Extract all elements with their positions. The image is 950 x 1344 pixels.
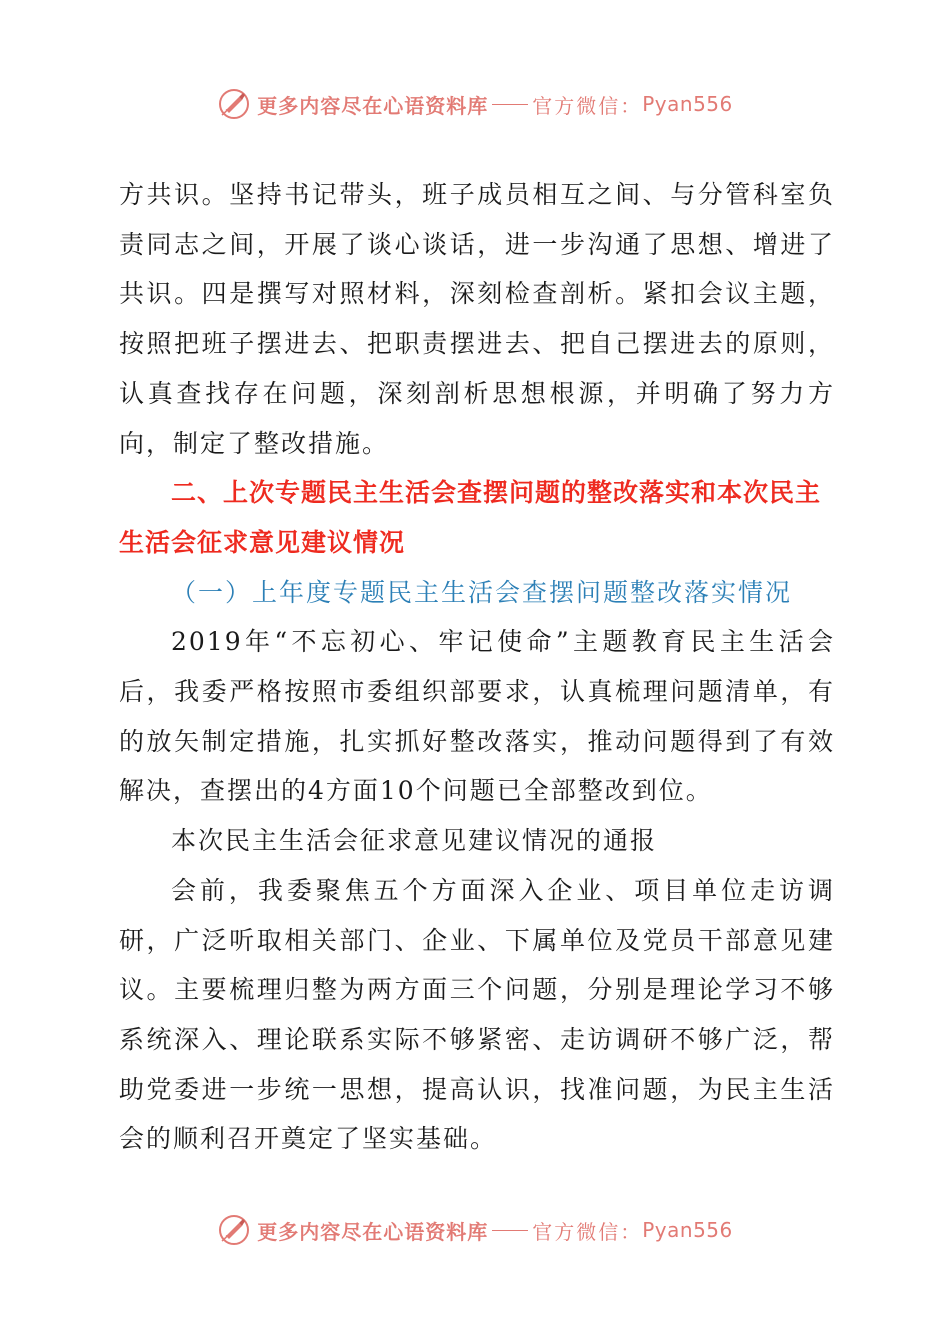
paragraph: 会前，我委聚焦五个方面深入企业、项目单位走访调研，广泛听取相关部门、企业、下属单位及党员干部意见建议。主要梳理归整为两方面三个问题，分别是理论学习不够系统深入、理论联系实际不够紧密、走访调研不够广泛，帮助党委进一步统一思想，提高认识，找准问题，为民主生活会的顺利召开奠定了坚实基础。 (119, 875, 835, 1154)
watermark-dash (492, 1230, 528, 1231)
footer-watermark (0, 1210, 950, 1250)
watermark-site-text: 更多内容尽在心语资料库 (257, 1219, 489, 1244)
watermark-wechat-id: Pyan556 (642, 1218, 733, 1242)
watermark-wechat-label: 官方微信： (532, 93, 643, 118)
watermark-wechat-id: Pyan556 (642, 92, 733, 116)
paragraph: 2019年“不忘初心、牢记使命”主题教育民主生活会后，我委严格按照市委组织部要求，认真梳理问题清单，有的放矢制定措施，扎实抓好整改落实，推动问题得到了有效解决，查摆出的4方面10个问题已全部整改到位。 (119, 627, 835, 806)
subheading: （一）上年度专题民主生活会查摆问题整改落实情况 (171, 577, 793, 607)
watermark-dash (492, 104, 528, 105)
watermark-site-text: 更多内容尽在心语资料库 (257, 93, 489, 118)
watermark-wechat-label: 官方微信： (532, 1219, 643, 1244)
pen-logo-icon (217, 87, 251, 121)
pen-logo-icon (217, 1213, 251, 1247)
section-heading: 二、上次专题民主生活会查摆问题的整改落实和本次民主生活会征求意见建议情况 (119, 478, 822, 557)
paragraph-continued: 方共识。坚持书记带头，班子成员相互之间、与分管科室负责同志之间，开展了谈心谈话，进一步沟通了思想、增进了共识。四是撰写对照材料，深刻检查剖析。紧扣会议主题，按照把班子摆进去、把职责摆进去、把自己摆进去的原则，认真查找存在问题，深刻剖析思想根源，并明确了努力方向，制定了整改措施。 (119, 180, 835, 458)
header-watermark (0, 84, 950, 124)
document-body (119, 170, 835, 1164)
paragraph-title: 本次民主生活会征求意见建议情况的通报 (171, 826, 658, 856)
